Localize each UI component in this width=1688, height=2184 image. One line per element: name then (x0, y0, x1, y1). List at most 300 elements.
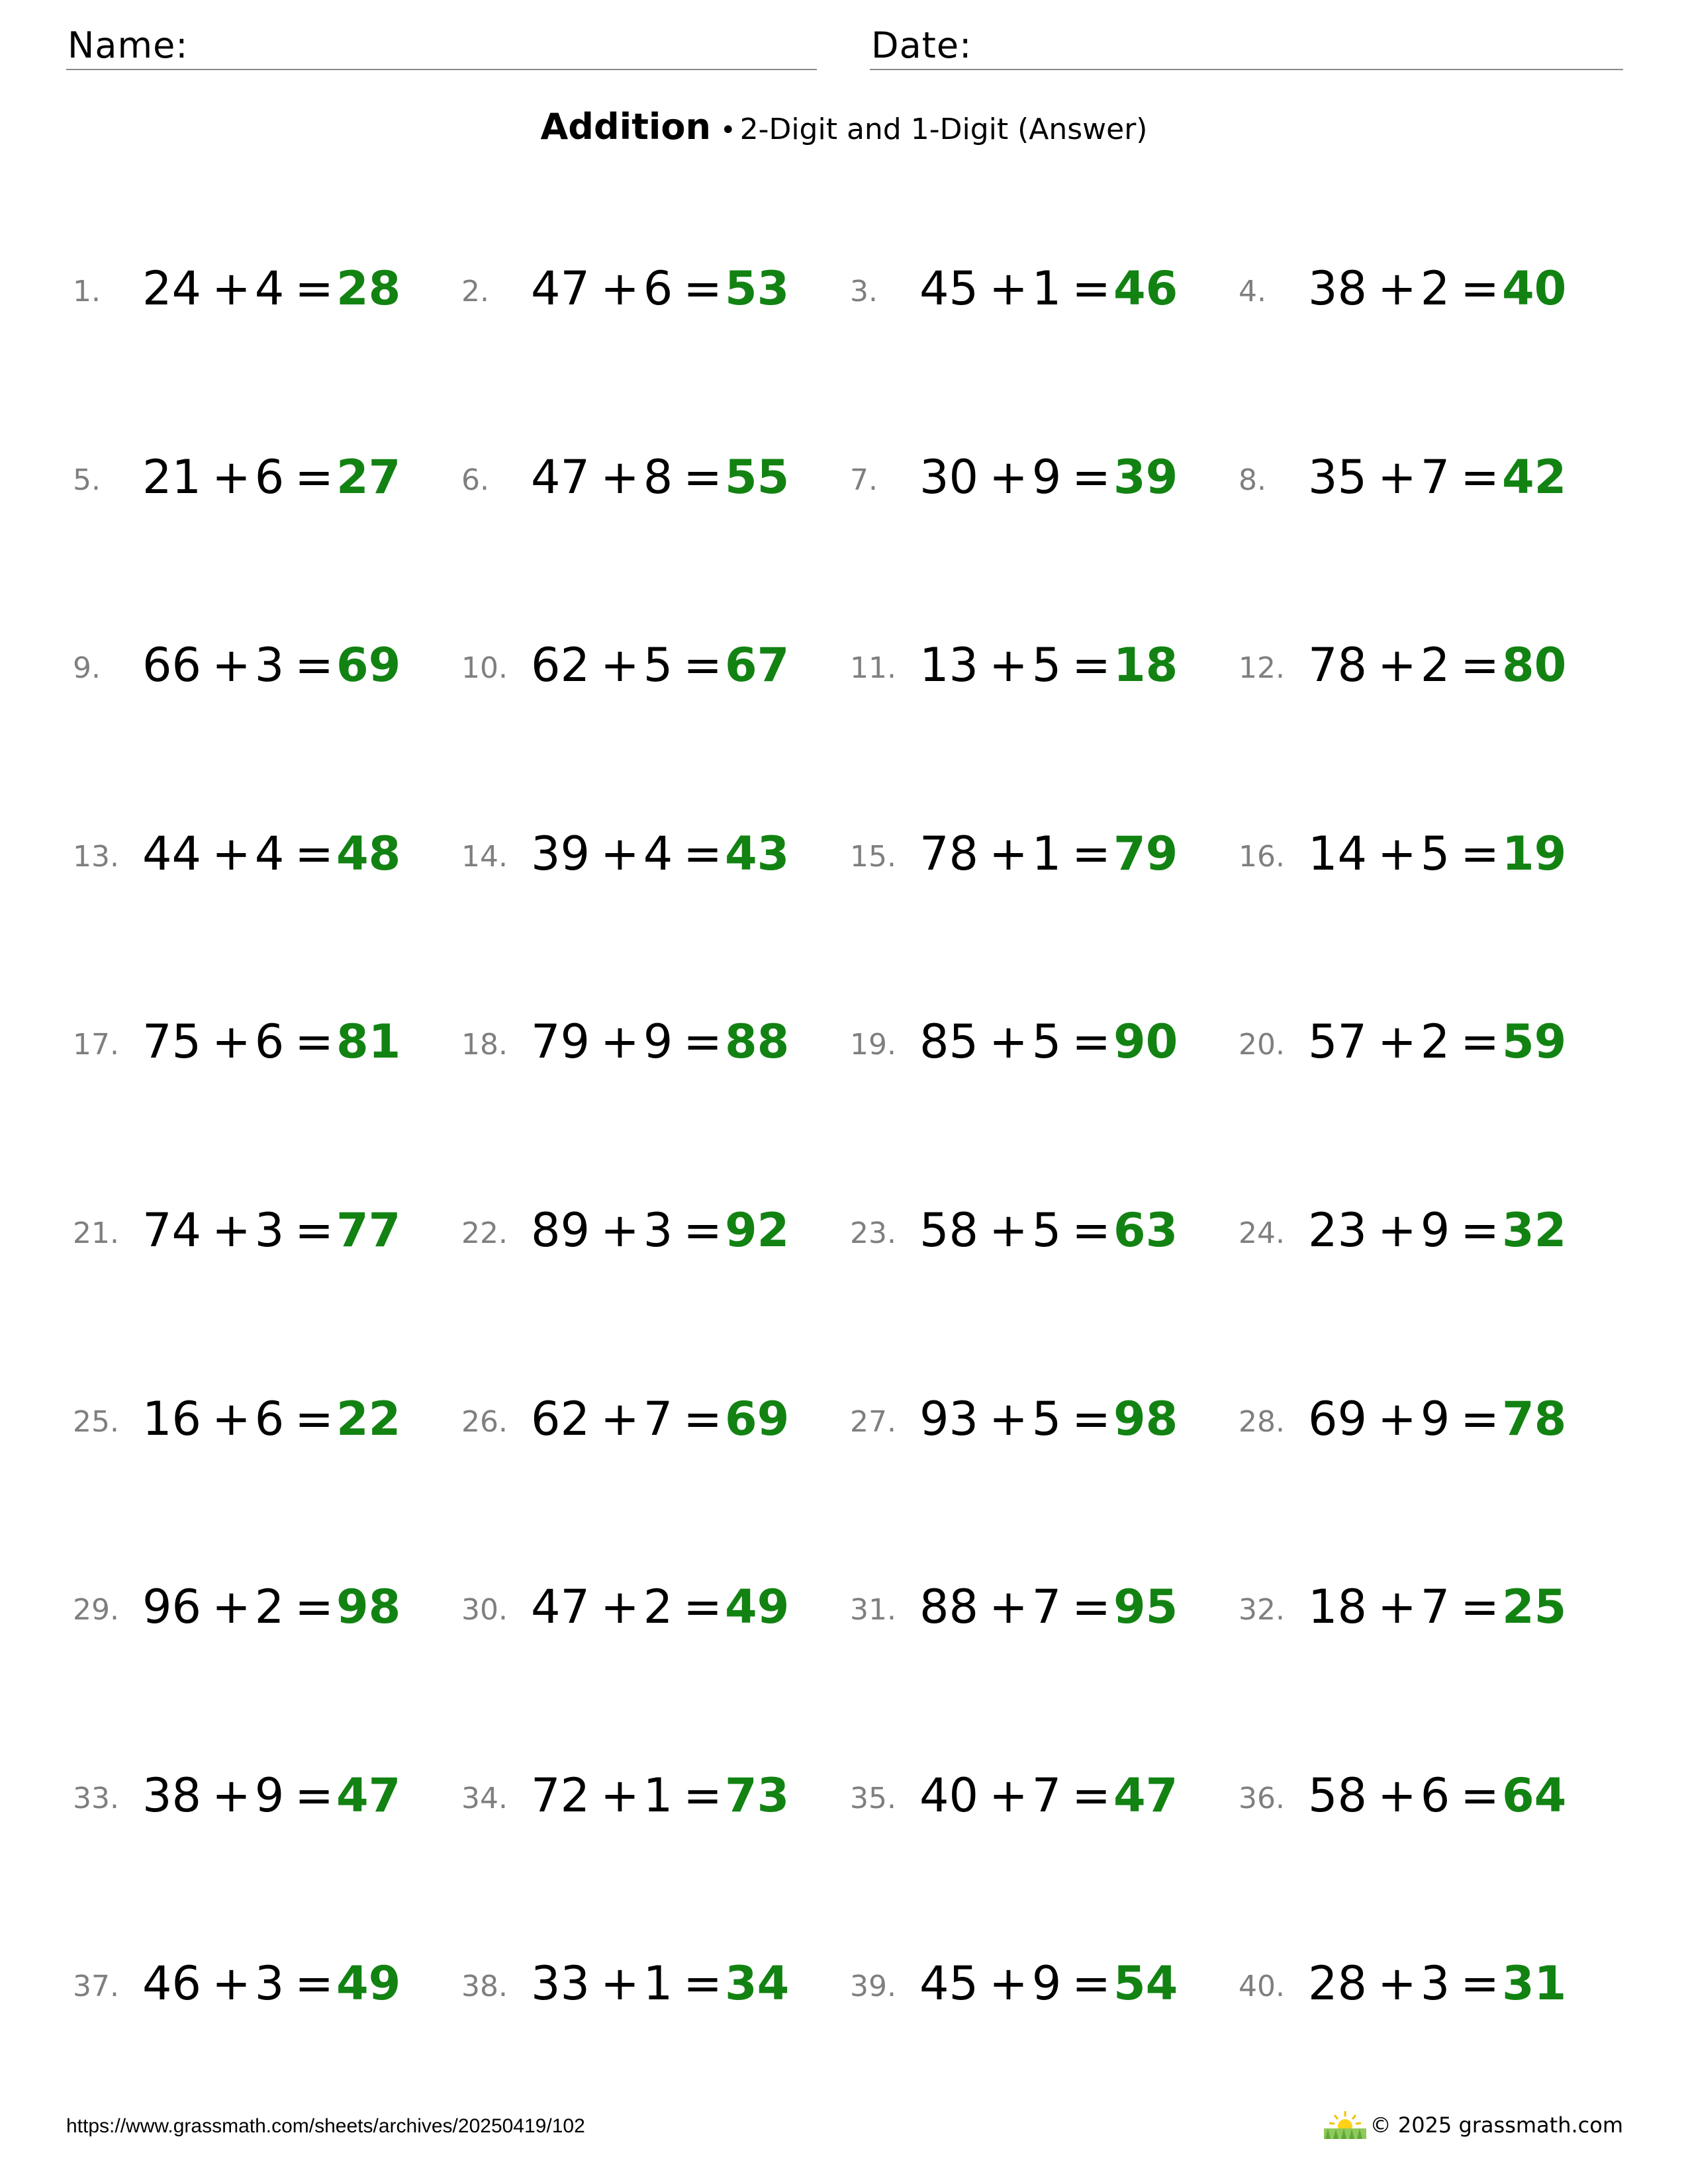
equals-sign: = (1072, 638, 1111, 693)
date-label: Date: (871, 24, 972, 66)
problem-item (461, 807, 850, 995)
addend-a: 18 (1308, 1580, 1368, 1635)
answer: 47 (1113, 1768, 1178, 1823)
problem-number: 2. (461, 275, 489, 308)
plus-sign: + (1378, 1956, 1417, 2011)
problem-item (73, 1560, 461, 1749)
problem-number: 12. (1239, 651, 1285, 686)
problem-item (1239, 1183, 1627, 1372)
addend-b: 6 (254, 1015, 285, 1069)
answer: 19 (1501, 826, 1567, 881)
addend-b: 2 (1420, 261, 1450, 316)
addend-a: 85 (919, 1015, 979, 1069)
plus-sign: + (212, 1580, 251, 1635)
problem-item (1239, 1560, 1627, 1749)
problem-number: 1. (73, 275, 101, 308)
equals-sign: = (295, 1768, 334, 1823)
problem-number: 24. (1239, 1216, 1285, 1250)
addend-b: 3 (254, 1203, 285, 1257)
equation (142, 1392, 400, 1446)
answer: 43 (724, 826, 790, 881)
plus-sign: + (600, 1768, 639, 1823)
problem-item (73, 1749, 461, 1937)
equation (142, 1015, 400, 1069)
answer: 31 (1501, 1956, 1567, 2011)
plus-sign: + (212, 638, 251, 693)
plus-sign: + (600, 449, 639, 504)
plus-sign: + (212, 826, 251, 881)
grass-sun-logo-icon (1321, 2109, 1369, 2140)
equals-sign: = (1460, 261, 1499, 316)
equals-sign: = (295, 1956, 334, 2011)
problem-number: 26. (461, 1404, 508, 1439)
plus-sign: + (1378, 1391, 1417, 1446)
problem-number: 32. (1239, 1593, 1285, 1627)
addend-a: 74 (142, 1203, 202, 1257)
equation (919, 1768, 1178, 1823)
addend-a: 24 (142, 261, 202, 316)
answer: 54 (1113, 1956, 1178, 2011)
addend-a: 75 (142, 1015, 202, 1069)
addend-b: 4 (254, 826, 285, 881)
equals-sign: = (1072, 261, 1111, 316)
problem-item (73, 618, 461, 807)
equation (919, 1015, 1178, 1069)
equals-sign: = (295, 826, 334, 881)
equation (531, 261, 789, 316)
worksheet-title (0, 106, 1688, 148)
equals-sign: = (683, 1203, 722, 1257)
addend-b: 4 (643, 826, 673, 881)
addend-a: 47 (531, 261, 590, 316)
equation (142, 261, 400, 316)
addend-b: 6 (254, 449, 285, 504)
plus-sign: + (989, 1580, 1028, 1635)
addend-a: 13 (919, 638, 979, 693)
footer-url[interactable]: https://www.grassmath.com/sheets/archives/20250419/102 (66, 2115, 585, 2137)
addend-b: 3 (254, 1956, 285, 2011)
plus-sign: + (212, 1203, 251, 1257)
addend-b: 4 (254, 261, 285, 316)
plus-sign: + (1378, 1580, 1417, 1635)
problem-number: 7. (850, 463, 878, 497)
addend-b: 9 (1420, 1203, 1450, 1257)
equals-sign: = (295, 1391, 334, 1446)
problem-number: 10. (461, 651, 508, 686)
problem-number: 20. (1239, 1028, 1285, 1062)
plus-sign: + (1378, 1203, 1417, 1257)
answer: 47 (336, 1768, 401, 1823)
addend-b: 7 (1031, 1768, 1062, 1823)
equals-sign: = (1072, 1391, 1111, 1446)
problem-number: 25. (73, 1404, 119, 1439)
answer: 98 (1113, 1391, 1178, 1446)
plus-sign: + (989, 638, 1028, 693)
equals-sign: = (1460, 449, 1499, 504)
addend-a: 30 (919, 449, 979, 504)
plus-sign: + (989, 1203, 1028, 1257)
answer: 81 (336, 1015, 401, 1069)
addend-a: 47 (531, 449, 590, 504)
equals-sign: = (295, 1203, 334, 1257)
answer: 59 (1501, 1015, 1567, 1069)
problem-number: 18. (461, 1028, 508, 1062)
addend-a: 72 (531, 1768, 590, 1823)
addend-b: 5 (1420, 826, 1450, 881)
addend-a: 21 (142, 449, 202, 504)
equals-sign: = (1072, 826, 1111, 881)
plus-sign: + (1378, 638, 1417, 693)
plus-sign: + (1378, 261, 1417, 316)
problem-item (461, 995, 850, 1183)
addend-b: 9 (643, 1015, 673, 1069)
addend-a: 45 (919, 261, 979, 316)
problem-number: 33. (73, 1781, 119, 1815)
problem-item (73, 1372, 461, 1561)
problem-item (850, 807, 1239, 995)
addend-b: 9 (1031, 1956, 1062, 2011)
problem-number: 40. (1239, 1970, 1285, 2004)
answer: 46 (1113, 261, 1178, 316)
date-field[interactable] (870, 24, 1623, 70)
addend-b: 5 (1031, 1015, 1062, 1069)
equals-sign: = (1460, 1580, 1499, 1635)
addend-b: 6 (254, 1391, 285, 1446)
plus-sign: + (1378, 449, 1417, 504)
addend-a: 46 (142, 1956, 202, 2011)
problem-number: 14. (461, 839, 508, 874)
addend-a: 69 (1308, 1391, 1368, 1446)
equals-sign: = (295, 1015, 334, 1069)
problem-number: 35. (850, 1781, 896, 1815)
plus-sign: + (212, 449, 251, 504)
addend-a: 16 (142, 1391, 202, 1446)
problem-number: 27. (850, 1404, 896, 1439)
answer: 49 (336, 1956, 401, 2011)
addend-a: 33 (531, 1956, 590, 2011)
addend-a: 28 (1308, 1956, 1368, 2011)
answer: 63 (1113, 1203, 1178, 1257)
plus-sign: + (212, 261, 251, 316)
problem-item (461, 1372, 850, 1561)
problem-number: 16. (1239, 839, 1285, 874)
plus-sign: + (600, 1580, 639, 1635)
addend-b: 1 (643, 1956, 673, 2011)
problem-number: 17. (73, 1028, 119, 1062)
plus-sign: + (989, 449, 1028, 504)
equation (919, 1580, 1178, 1634)
equals-sign: = (683, 1768, 722, 1823)
equation (919, 261, 1178, 316)
problem-item (461, 430, 850, 619)
plus-sign: + (600, 826, 639, 881)
equation (919, 1203, 1178, 1257)
addend-b: 5 (643, 638, 673, 693)
equation (531, 1392, 789, 1446)
addend-b: 3 (643, 1203, 673, 1257)
plus-sign: + (212, 1956, 251, 2011)
problem-number: 30. (461, 1593, 508, 1627)
answer: 67 (724, 638, 790, 693)
addend-b: 2 (254, 1580, 285, 1635)
plus-sign: + (600, 1956, 639, 2011)
equation (531, 1956, 789, 2011)
problem-item (1239, 807, 1627, 995)
addend-a: 44 (142, 826, 202, 881)
problem-item (1239, 242, 1627, 430)
plus-sign: + (1378, 826, 1417, 881)
problem-number: 29. (73, 1593, 119, 1627)
plus-sign: + (1378, 1015, 1417, 1069)
equation (919, 638, 1178, 692)
equation (1308, 1015, 1566, 1069)
addend-b: 7 (1420, 1580, 1450, 1635)
equals-sign: = (295, 638, 334, 693)
addend-b: 9 (1031, 449, 1062, 504)
addend-a: 93 (919, 1391, 979, 1446)
problem-item (461, 1183, 850, 1372)
plus-sign: + (989, 1956, 1028, 2011)
equation (142, 1580, 400, 1634)
equals-sign: = (683, 449, 722, 504)
answer: 88 (724, 1015, 790, 1069)
addend-a: 89 (531, 1203, 590, 1257)
answer: 48 (336, 826, 401, 881)
equals-sign: = (683, 638, 722, 693)
problem-number: 22. (461, 1216, 508, 1250)
addend-b: 9 (1420, 1391, 1450, 1446)
addend-b: 9 (254, 1768, 285, 1823)
equals-sign: = (1460, 1956, 1499, 2011)
equals-sign: = (1072, 1203, 1111, 1257)
addend-b: 8 (643, 449, 673, 504)
answer: 90 (1113, 1015, 1178, 1069)
answer: 55 (724, 449, 790, 504)
problem-item (1239, 1372, 1627, 1561)
equation (531, 827, 789, 881)
problem-number: 28. (1239, 1404, 1285, 1439)
equation (919, 1392, 1178, 1446)
addend-b: 1 (643, 1768, 673, 1823)
problem-number: 37. (73, 1970, 119, 2004)
addend-a: 38 (142, 1768, 202, 1823)
problem-item (850, 1183, 1239, 1372)
title-main: Addition (540, 106, 711, 148)
problem-item (850, 430, 1239, 619)
plus-sign: + (989, 1768, 1028, 1823)
answer: 64 (1501, 1768, 1567, 1823)
addend-b: 5 (1031, 1203, 1062, 1257)
problem-number: 8. (1239, 463, 1266, 497)
equation (1308, 261, 1566, 316)
problem-item (73, 430, 461, 619)
plus-sign: + (600, 1015, 639, 1069)
problem-number: 6. (461, 463, 489, 497)
problem-number: 13. (73, 839, 119, 874)
problem-item (850, 1560, 1239, 1749)
problem-number: 15. (850, 839, 896, 874)
equals-sign: = (1460, 826, 1499, 881)
title-separator: • (720, 115, 736, 146)
answer: 77 (336, 1203, 401, 1257)
problem-item (1239, 618, 1627, 807)
addend-b: 3 (254, 638, 285, 693)
equals-sign: = (1072, 1580, 1111, 1635)
equation (531, 638, 789, 692)
problem-number: 9. (73, 651, 101, 686)
addend-a: 96 (142, 1580, 202, 1635)
equals-sign: = (1072, 1015, 1111, 1069)
answer: 98 (336, 1580, 401, 1635)
equals-sign: = (1072, 449, 1111, 504)
answer: 42 (1501, 449, 1567, 504)
addend-a: 79 (531, 1015, 590, 1069)
equals-sign: = (1072, 1768, 1111, 1823)
answer: 32 (1501, 1203, 1567, 1257)
addend-b: 7 (643, 1391, 673, 1446)
problem-item (461, 1749, 850, 1937)
answer: 69 (724, 1391, 790, 1446)
problem-grid (73, 242, 1635, 2134)
addend-a: 62 (531, 638, 590, 693)
problem-number: 23. (850, 1216, 896, 1250)
problem-item (461, 242, 850, 430)
answer: 73 (724, 1768, 790, 1823)
plus-sign: + (989, 261, 1028, 316)
equation (142, 1768, 400, 1823)
problem-item (73, 1183, 461, 1372)
equals-sign: = (1460, 1203, 1499, 1257)
plus-sign: + (600, 638, 639, 693)
equation (142, 638, 400, 692)
equals-sign: = (1460, 638, 1499, 693)
equation (531, 1768, 789, 1823)
equals-sign: = (683, 826, 722, 881)
answer: 49 (724, 1580, 790, 1635)
answer: 25 (1501, 1580, 1567, 1635)
name-field[interactable] (66, 24, 817, 70)
problem-item (461, 1560, 850, 1749)
addend-a: 14 (1308, 826, 1368, 881)
plus-sign: + (212, 1015, 251, 1069)
problem-item (850, 1749, 1239, 1937)
equals-sign: = (295, 1580, 334, 1635)
problem-item (1239, 995, 1627, 1183)
answer: 78 (1501, 1391, 1567, 1446)
equation (919, 827, 1178, 881)
equation (1308, 1768, 1566, 1823)
answer: 53 (724, 261, 790, 316)
answer: 80 (1501, 638, 1567, 693)
equation (142, 450, 400, 504)
plus-sign: + (600, 261, 639, 316)
problem-item (73, 807, 461, 995)
addend-b: 6 (1420, 1768, 1450, 1823)
problem-item (73, 242, 461, 430)
addend-b: 7 (1420, 449, 1450, 504)
equals-sign: = (683, 1015, 722, 1069)
problem-item (850, 1936, 1239, 2125)
problem-item (1239, 1749, 1627, 1937)
problem-item (850, 995, 1239, 1183)
problem-number: 5. (73, 463, 101, 497)
answer: 69 (336, 638, 401, 693)
equals-sign: = (683, 1391, 722, 1446)
equation (531, 1580, 789, 1634)
addend-b: 2 (1420, 1015, 1450, 1069)
problem-number: 36. (1239, 1781, 1285, 1815)
equation (1308, 1580, 1566, 1634)
equals-sign: = (683, 261, 722, 316)
plus-sign: + (989, 826, 1028, 881)
addend-a: 66 (142, 638, 202, 693)
answer: 28 (336, 261, 401, 316)
answer: 22 (336, 1391, 401, 1446)
equation (1308, 1956, 1566, 2011)
problem-item (1239, 1936, 1627, 2125)
problem-item (1239, 430, 1627, 619)
addend-b: 5 (1031, 1391, 1062, 1446)
addend-a: 58 (1308, 1768, 1368, 1823)
addend-b: 2 (1420, 638, 1450, 693)
answer: 18 (1113, 638, 1178, 693)
equation (919, 1956, 1178, 2011)
equals-sign: = (683, 1956, 722, 2011)
addend-b: 6 (643, 261, 673, 316)
answer: 27 (336, 449, 401, 504)
plus-sign: + (212, 1768, 251, 1823)
addend-a: 58 (919, 1203, 979, 1257)
addend-b: 5 (1031, 638, 1062, 693)
addend-b: 7 (1031, 1580, 1062, 1635)
answer: 40 (1501, 261, 1567, 316)
addend-a: 38 (1308, 261, 1368, 316)
addend-a: 39 (531, 826, 590, 881)
problem-number: 38. (461, 1970, 508, 2004)
equation (531, 450, 789, 504)
equals-sign: = (1460, 1015, 1499, 1069)
addend-a: 47 (531, 1580, 590, 1635)
problem-number: 19. (850, 1028, 896, 1062)
answer: 95 (1113, 1580, 1178, 1635)
equation (531, 1015, 789, 1069)
addend-a: 78 (1308, 638, 1368, 693)
problem-number: 11. (850, 651, 896, 686)
addend-a: 23 (1308, 1203, 1368, 1257)
plus-sign: + (600, 1203, 639, 1257)
problem-number: 21. (73, 1216, 119, 1250)
equation (142, 1203, 400, 1257)
addend-b: 1 (1031, 826, 1062, 881)
addend-a: 62 (531, 1391, 590, 1446)
equation (142, 827, 400, 881)
addend-b: 1 (1031, 261, 1062, 316)
problem-item (850, 1372, 1239, 1561)
problem-item (461, 1936, 850, 2125)
equation (1308, 1392, 1566, 1446)
addend-a: 88 (919, 1580, 979, 1635)
problem-number: 3. (850, 275, 878, 308)
addend-a: 78 (919, 826, 979, 881)
problem-item (850, 618, 1239, 807)
equals-sign: = (1072, 1956, 1111, 2011)
plus-sign: + (989, 1391, 1028, 1446)
addend-a: 45 (919, 1956, 979, 2011)
equation (1308, 1203, 1566, 1257)
problem-item (850, 242, 1239, 430)
equation (1308, 638, 1566, 692)
equation (142, 1956, 400, 2011)
